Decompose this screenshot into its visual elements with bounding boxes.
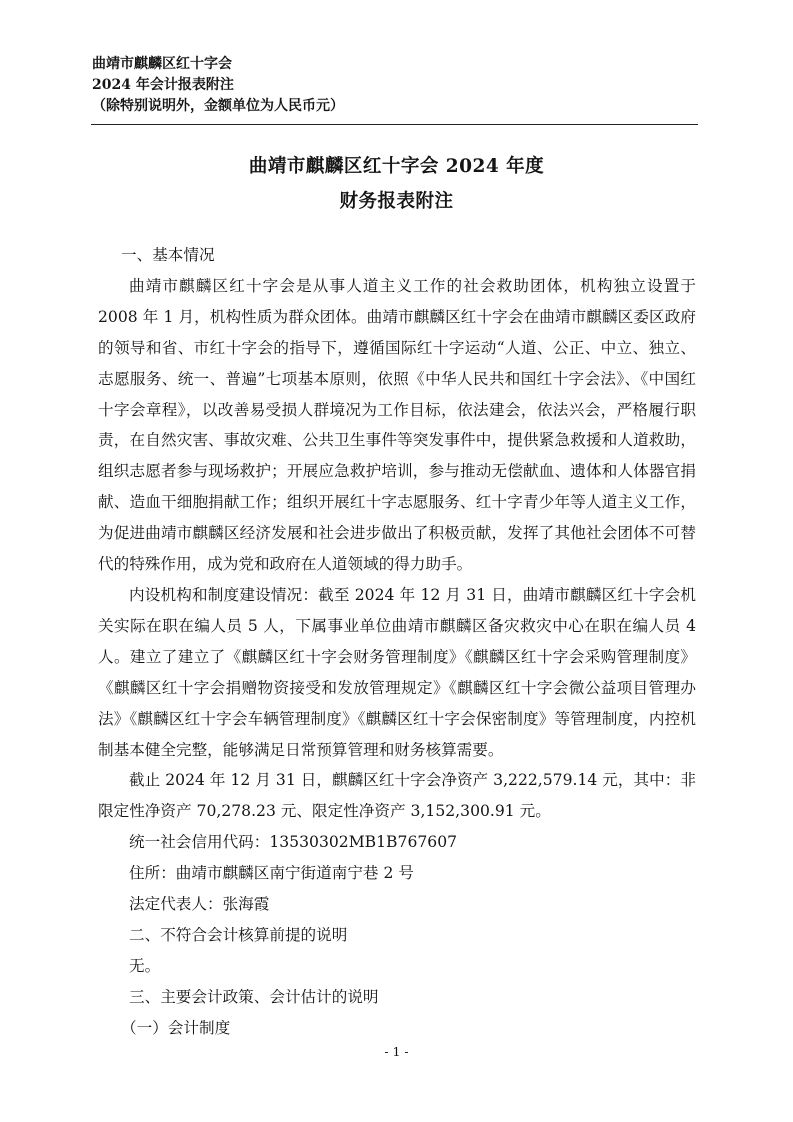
section-2-heading: 二、不符合会计核算前提的说明 — [129, 925, 348, 944]
legal-representative: 法定代表人：张海霞 — [129, 895, 270, 914]
running-header — [92, 54, 344, 117]
section-3-heading: 三、主要会计政策、会计估计的说明 — [129, 987, 379, 1006]
section-1-paragraph-3: 截止 2024 年 12 月 31 日，麒麟区红十字会净资产 3,222,579.14 元，其中：非限定性净资产 70,278.23 元、限定性净资产 3,152,300.91 元。 — [98, 771, 696, 821]
page-subtitle: 财务报表附注 — [339, 191, 454, 212]
section-1-heading: 一、基本情况 — [121, 246, 215, 264]
section-3-subheading-1: （一）会计制度 — [121, 1018, 231, 1037]
section-1-paragraph-2: 内设机构和制度建设情况：截至 2024 年 12 月 31 日，曲靖市麒麟区红十字会机关实际在职在编人员 5 人，下属事业单位曲靖市麒麟区备灾救灾中心在职在编人员 4 人。建立了建立了《麒麟区红十字会财务管理制度》《麒麟区红十字会采购管理制度》《麒麟区红十字会捐赠物资接受和发放管理规定》《麒麟区红十字会微公益项目管理办法》《麒麟区红十字会车辆管理制度》《麒麟区红十字会保密制度》等管理制度，内控机制基本健全完整，能够满足日常预算管理和财务核算需要。 — [98, 585, 696, 759]
header-divider — [91, 124, 698, 125]
document-body — [98, 240, 696, 1044]
header-doc-title: 2024 年会计报表附注 — [92, 77, 234, 93]
page-number: - 1 - — [384, 1044, 409, 1059]
address: 住所：曲靖市麒麟区南宁街道南宁巷 2 号 — [129, 864, 414, 883]
section-2-body: 无。 — [129, 956, 161, 975]
header-org-name: 曲靖市麒麟区红十字会 — [92, 56, 232, 72]
section-1-paragraph-1: 曲靖市麒麟区红十字会是从事人道主义工作的社会救助团体，机构独立设置于 2008 年 1 月，机构性质为群众团体。曲靖市麒麟区红十字会在曲靖市麒麟区委区政府的领导和省、市红十字会的指导下，遵循国际红十字运动“人道、公正、中立、独立、志愿服务、统一、普遍”七项基本原则，依照《中华人民共和国红十字会法》、《中国红十字会章程》，以改善易受损人群境况为工作目标，依法建会，依法兴会，严格履行职责，在自然灾害、事故灾难、公共卫生事件等突发事件中，提供紧急救援和人道救助，组织志愿者参与现场救护；开展应急救护培训，参与推动无偿献血、遗体和人体器官捐献、造血干细胞捐献工作；组织开展红十字志愿服务、红十字青少年等人道主义工作，为促进曲靖市麒麟区经济发展和社会进步做出了积极贡献，发挥了其他社会团体不可替代的特殊作用，成为党和政府在人道领域的得力助手。 — [98, 276, 696, 574]
credit-code: 统一社会信用代码：13530302MB1B767607 — [129, 833, 458, 852]
header-currency-note: （除特别说明外，金额单位为人民币元） — [92, 98, 344, 114]
page-title: 曲靖市麒麟区红十字会 2024 年度 — [248, 156, 545, 177]
